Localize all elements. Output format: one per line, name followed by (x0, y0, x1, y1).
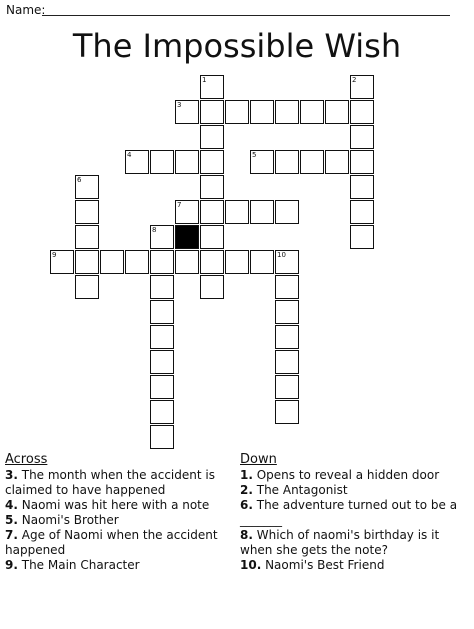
across-heading: Across (5, 452, 48, 467)
grid-cell[interactable] (75, 225, 99, 249)
clue-number: 10 (277, 251, 286, 259)
grid-cell[interactable] (350, 175, 374, 199)
grid-cell[interactable] (200, 175, 224, 199)
clue-item: 2. The Antagonist (240, 483, 348, 497)
grid-cell[interactable] (275, 250, 299, 274)
grid-cell[interactable] (350, 75, 374, 99)
grid-cell[interactable] (150, 300, 174, 324)
clue-number: 4 (127, 151, 132, 159)
grid-cell[interactable] (150, 425, 174, 449)
grid-cell[interactable] (150, 275, 174, 299)
grid-cell[interactable] (275, 100, 299, 124)
grid-cell[interactable] (325, 100, 349, 124)
grid-cell[interactable] (250, 250, 274, 274)
grid-cell[interactable] (200, 250, 224, 274)
grid-cell[interactable] (125, 150, 149, 174)
clue-item: 9. The Main Character (5, 558, 140, 572)
clue-item: 3. The month when the accident is claimed to have happened (5, 468, 215, 497)
name-label: Name: (6, 3, 46, 17)
clue-item: 4. Naomi was hit here with a note (5, 498, 210, 512)
grid-cell[interactable] (200, 100, 224, 124)
grid-cell[interactable] (75, 175, 99, 199)
grid-cell[interactable] (150, 375, 174, 399)
grid-cell[interactable] (175, 250, 199, 274)
grid-cell[interactable] (350, 225, 374, 249)
grid-cell[interactable] (175, 200, 199, 224)
clue-number: 7 (177, 201, 182, 209)
grid-cell[interactable] (275, 150, 299, 174)
grid-cell[interactable] (75, 250, 99, 274)
clue-number: 2 (352, 76, 357, 84)
grid-cell[interactable] (200, 225, 224, 249)
grid-cell[interactable] (225, 200, 249, 224)
clue-number: 1 (202, 76, 207, 84)
grid-cell[interactable] (275, 400, 299, 424)
grid-cell[interactable] (50, 250, 74, 274)
clue-item: 5. Naomi's Brother (5, 513, 119, 527)
grid-cell[interactable] (200, 200, 224, 224)
grid-cell[interactable] (225, 250, 249, 274)
clue-item: 10. Naomi's Best Friend (240, 558, 385, 572)
grid-cell[interactable] (275, 200, 299, 224)
black-cell (175, 225, 199, 249)
page-title: The Impossible Wish (72, 27, 402, 65)
grid-cell[interactable] (75, 200, 99, 224)
clue-item: 8. Which of naomi's birthday is it when she gets the note? (240, 528, 440, 557)
grid-cell[interactable] (75, 275, 99, 299)
down-clues (240, 452, 465, 573)
grid-cell[interactable] (200, 275, 224, 299)
grid-cell[interactable] (200, 75, 224, 99)
grid-cell[interactable] (150, 250, 174, 274)
grid-cell[interactable] (350, 100, 374, 124)
grid-cell[interactable] (150, 225, 174, 249)
grid-cell[interactable] (350, 200, 374, 224)
grid-cell[interactable] (100, 250, 124, 274)
clue-number: 6 (77, 176, 82, 184)
grid-cell[interactable] (275, 275, 299, 299)
grid-cell[interactable] (150, 325, 174, 349)
grid-cell[interactable] (175, 150, 199, 174)
grid-cell[interactable] (300, 150, 324, 174)
clue-number: 5 (252, 151, 257, 159)
grid-cell[interactable] (350, 125, 374, 149)
grid-cell[interactable] (200, 125, 224, 149)
clue-number: 9 (52, 251, 57, 259)
grid-cell[interactable] (275, 350, 299, 374)
clue-item: 7. Age of Naomi when the accident happened (5, 528, 218, 557)
grid-cell[interactable] (325, 150, 349, 174)
clue-item: 6. The adventure turned out to be a _______ (240, 498, 458, 527)
grid-cell[interactable] (150, 150, 174, 174)
grid-cell[interactable] (200, 150, 224, 174)
grid-cell[interactable] (350, 150, 374, 174)
down-heading: Down (240, 452, 277, 467)
grid-cell[interactable] (275, 325, 299, 349)
clue-item: 1. Opens to reveal a hidden door (240, 468, 440, 482)
grid-cell[interactable] (150, 400, 174, 424)
grid-cell[interactable] (275, 375, 299, 399)
across-clues (5, 452, 230, 573)
grid-cell[interactable] (300, 100, 324, 124)
grid-cell[interactable] (225, 100, 249, 124)
clue-number: 8 (152, 226, 157, 234)
clue-number: 3 (177, 101, 182, 109)
grid-cell[interactable] (250, 100, 274, 124)
grid-cell[interactable] (275, 300, 299, 324)
grid-cell[interactable] (250, 150, 274, 174)
grid-cell[interactable] (250, 200, 274, 224)
grid-cell[interactable] (175, 100, 199, 124)
grid-cell[interactable] (125, 250, 149, 274)
grid-cell[interactable] (150, 350, 174, 374)
